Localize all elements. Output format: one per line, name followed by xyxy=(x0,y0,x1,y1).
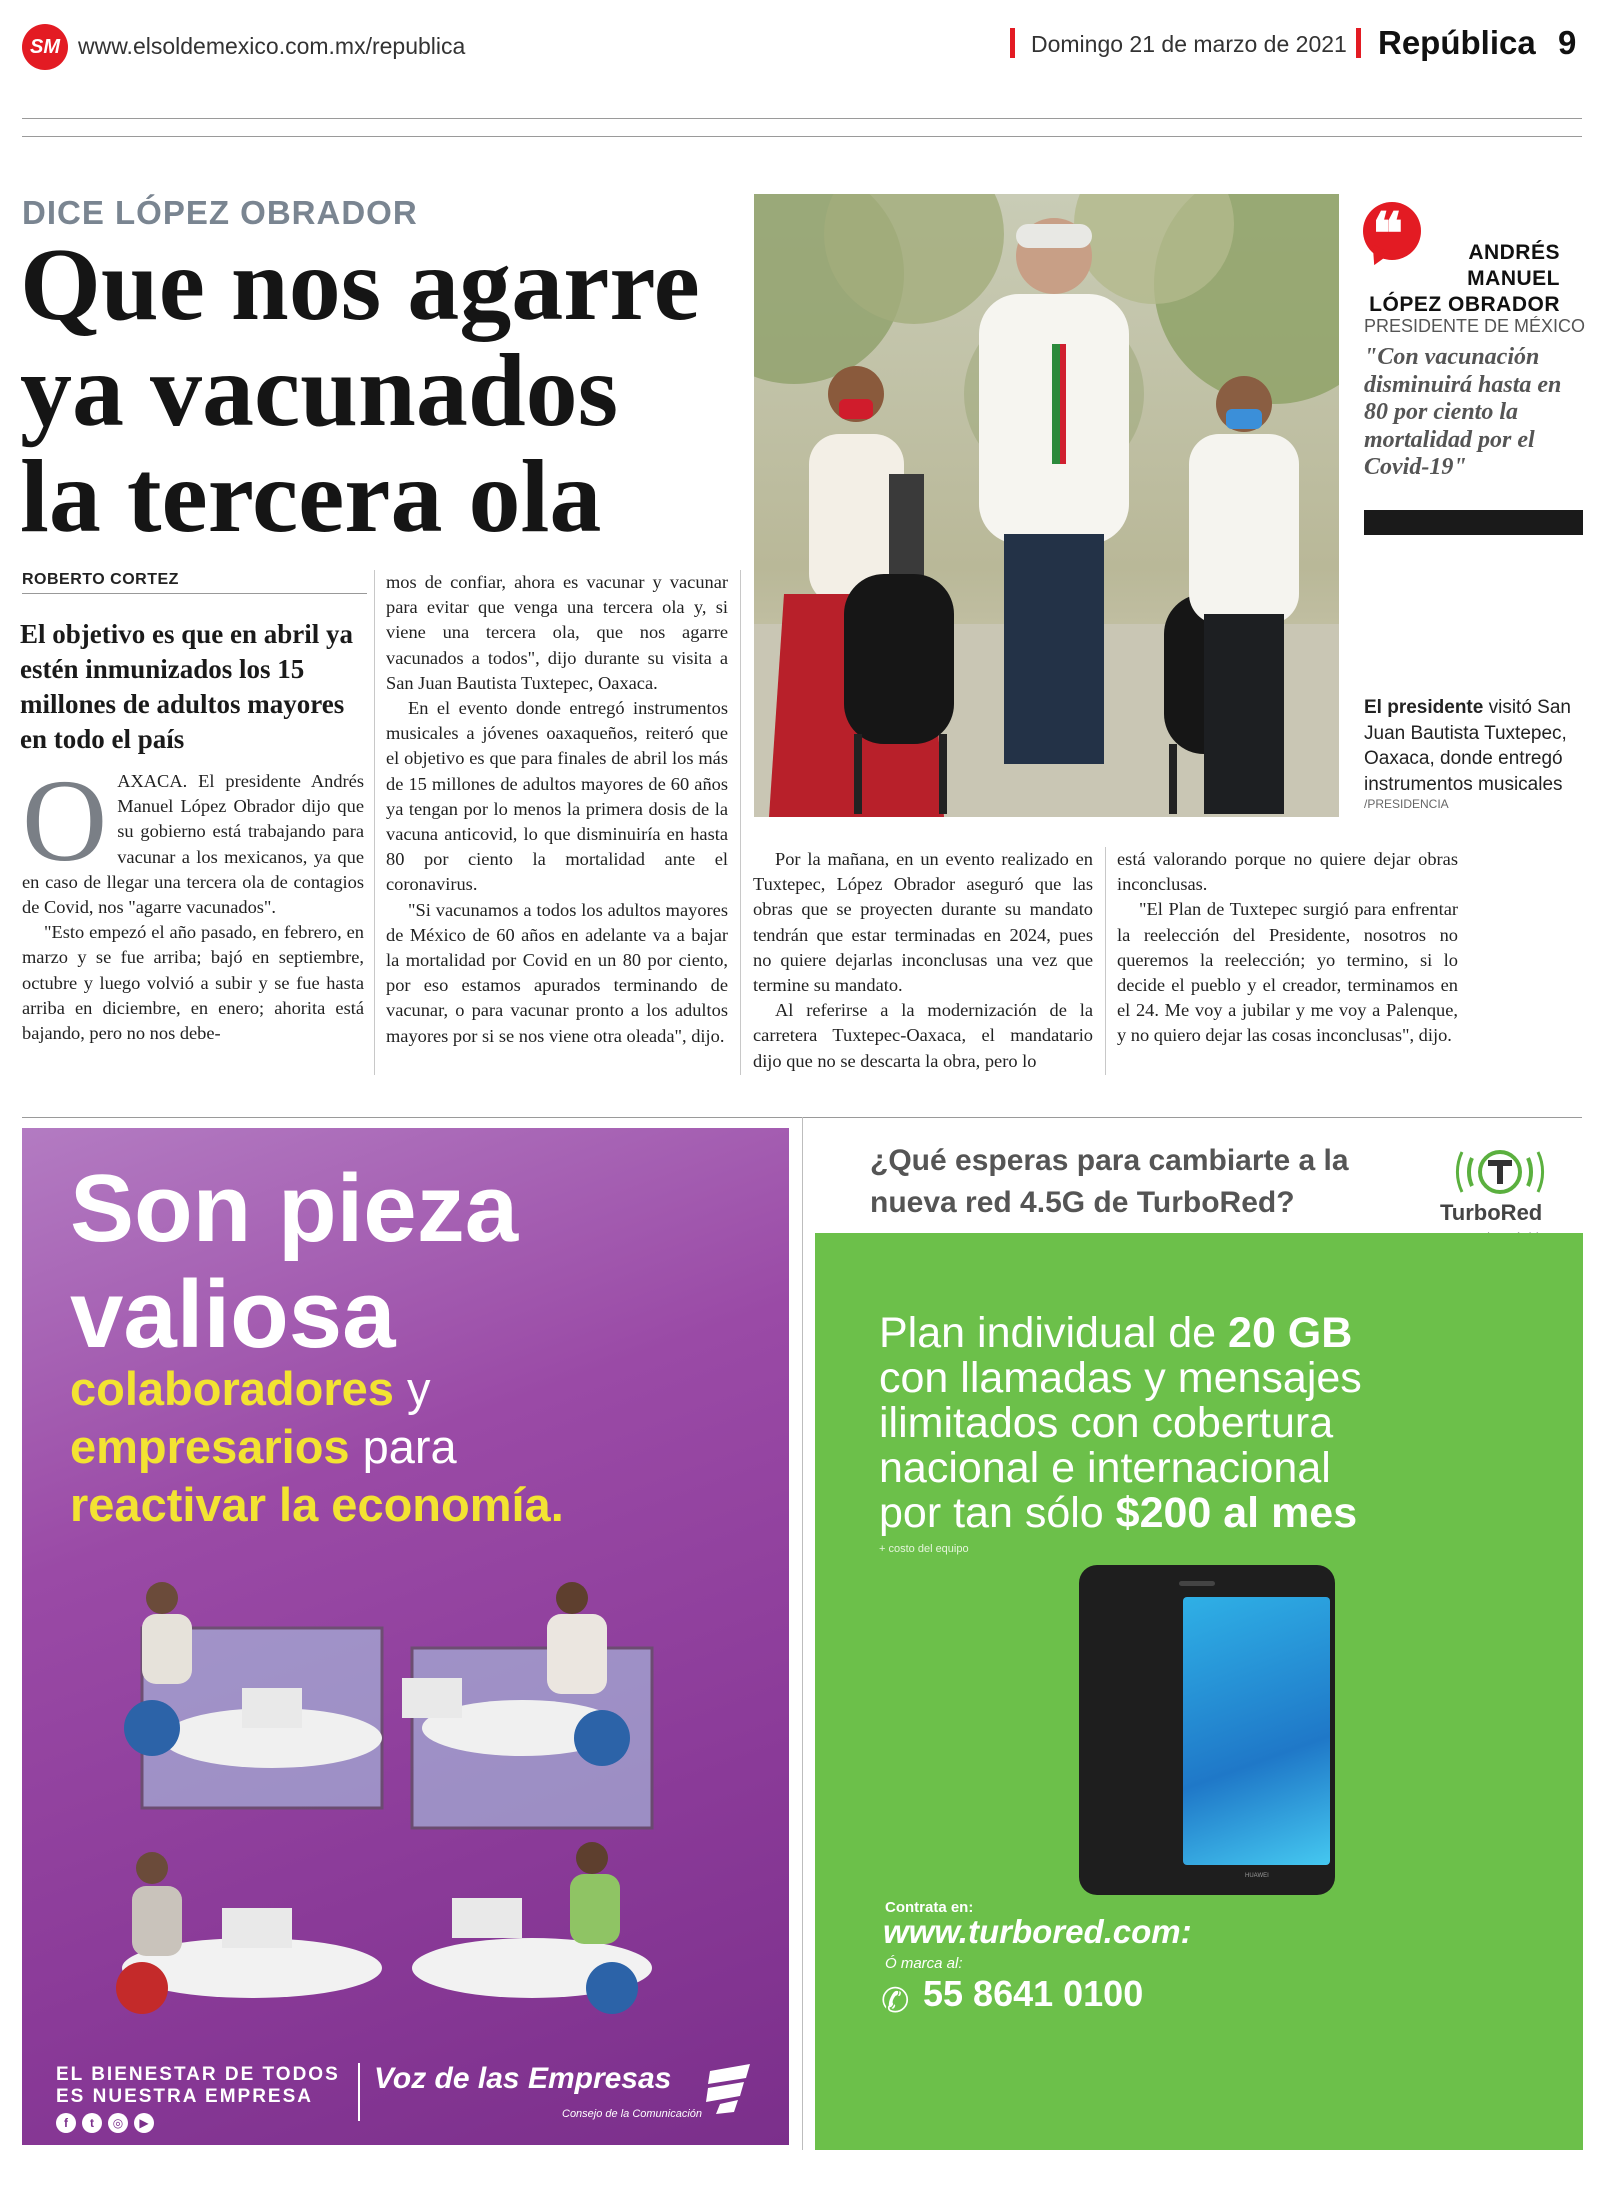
column-rule xyxy=(1105,847,1106,1075)
ad-highlight: reactivar la economía. xyxy=(70,1478,564,1531)
byline: ROBERTO CORTEZ xyxy=(22,571,179,588)
article-column-3 xyxy=(753,847,1093,1074)
quote-marks-icon: ❝ xyxy=(1372,202,1404,267)
turbored-url[interactable]: www.turbored.com: xyxy=(883,1913,1192,1950)
ad-headline xyxy=(70,1156,518,1368)
headline-line: ya vacunados xyxy=(20,333,619,448)
speaker-name-line: ANDRÉS xyxy=(1468,241,1560,264)
speaker-name-line: MANUEL xyxy=(1467,267,1560,290)
caption-lead: El presidente xyxy=(1364,697,1484,718)
caption-text: visitó San Juan Bautista Tuxtepec, Oaxaca, donde entregó instrumentos musicales xyxy=(1364,697,1571,795)
question-line: ¿Qué esperas para cambiarte a la xyxy=(870,1144,1349,1177)
smartphone-image xyxy=(1079,1565,1335,1895)
phone-speaker xyxy=(1179,1581,1215,1586)
byline-rule xyxy=(22,593,367,594)
consejo-logo-icon xyxy=(700,2056,760,2116)
plan-text: nacional e internacional xyxy=(879,1444,1331,1492)
newspaper-logo: SM xyxy=(22,24,68,70)
article-column-4 xyxy=(1117,847,1458,1049)
plan-text: ilimitados con cobertura xyxy=(879,1399,1334,1447)
ad-subheadline xyxy=(70,1360,564,1534)
quote-bar xyxy=(1364,510,1583,535)
plan-text: con llamadas y mensajes xyxy=(879,1354,1362,1402)
marca-label: Ó marca al: xyxy=(885,1955,963,1972)
facebook-icon[interactable]: f xyxy=(56,2113,76,2133)
plan-price: $200 al mes xyxy=(1115,1489,1358,1537)
article-paragraph: En el evento donde entregó instrumentos musicales a jóvenes oaxaqueños, reiteró que el objetivo es que para finales de abril los más de 15 millones de adultos mayores de 60 años ya tengan por lo menos la primera dosis de la vacuna anticovid, lo que disminuiría en hasta 80 por ciento la mortalidad ante el coronavirus. xyxy=(386,698,728,895)
article-paragraph: Por la mañana, en un evento realizado en Tuxtepec, López Obrador aseguró que las obras que se proyecten durante su mandato tendrán que estar terminadas en 2024, pues no quiere dejarlas inconclusas una vez que termine su mandato. xyxy=(753,849,1093,996)
column-rule xyxy=(374,570,375,1075)
page-number: 9 xyxy=(1558,24,1577,61)
ad-turbored[interactable] xyxy=(815,1233,1583,2150)
instagram-icon[interactable]: ◎ xyxy=(108,2113,128,2133)
section-name: República xyxy=(1378,24,1536,61)
turbored-logo-icon xyxy=(1450,1140,1550,1200)
article-paragraph: "Si vacunamos a todos los adultos mayores de México de 60 años en adelante va a bajar la mortalidad por Covid en un 80 por ciento, por eso estamos apurados terminando de vacunar, o para vacunar pronto a los adultos mayores por si se nos viene otra oleada", dijo. xyxy=(386,899,728,1046)
ad-highlight: empresarios xyxy=(70,1420,350,1473)
ad-voz-empresas[interactable] xyxy=(22,1128,789,2145)
plan-footnote: + costo del equipo xyxy=(879,1543,969,1555)
header-rule xyxy=(22,136,1582,137)
quote-text: "Con vacunación disminuirá hasta en 80 por ciento la mortalidad por el Covid-19" xyxy=(1364,344,1562,480)
header-divider xyxy=(1356,28,1361,58)
contrata-label: Contrata en: xyxy=(885,1899,974,1916)
header-divider xyxy=(1010,28,1015,58)
ad-tagline xyxy=(56,2064,340,2108)
article-column-1 xyxy=(22,755,364,1046)
article-subhead: El objetivo es que en abril ya estén inmunizados los 15 millones de adultos mayores en todo el país xyxy=(20,619,354,754)
article-paragraph: "El Plan de Tuxtepec surgió para enfrentar la reelección del Presidente, nosotros no queremos la reelección; yo termino, si lo decide el pueblo y el creador, terminamos en el 24. Me voy a jubilar y me voy a Palenque, y no quiero dejar las cosas inconclusas", dijo. xyxy=(1117,899,1458,1046)
drop-cap: O xyxy=(22,755,108,886)
event-photo-illustration xyxy=(754,194,1339,817)
ad-headline-line: Son pieza xyxy=(70,1155,519,1262)
ad-headline-line: valiosa xyxy=(70,1261,396,1368)
photo-caption xyxy=(1364,695,1586,797)
article-photo xyxy=(754,194,1339,817)
ad-text: y xyxy=(393,1362,431,1415)
ad-separator xyxy=(358,2063,360,2121)
twitter-icon[interactable]: t xyxy=(82,2113,102,2133)
ad-tagline-line: EL BIENESTAR DE TODOS xyxy=(56,2064,340,2085)
office-workers-illustration xyxy=(102,1568,722,2038)
quote-speaker-role: PRESIDENTE DE MÉXICO xyxy=(1364,316,1586,336)
phone-screen xyxy=(1183,1597,1330,1865)
plan-highlight: 20 GB xyxy=(1228,1309,1353,1357)
youtube-icon[interactable]: ▶ xyxy=(134,2113,154,2133)
ad-brand-sub: Consejo de la Comunicación xyxy=(562,2108,703,2120)
photo-credit: /PRESIDENCIA xyxy=(1364,797,1449,811)
article-paragraph: mos de confiar, ahora es vacunar y vacunar para evitar que venga una tercera ola y, si viene una tercera ola, que nos agarre vacunados a todos", dijo durante su visita a San Juan Bautista Tuxtepec, Oaxaca. xyxy=(386,572,728,693)
phone-brand-bottom: HUAWEI xyxy=(1245,1873,1269,1879)
quote-speaker-name xyxy=(1364,240,1560,318)
article-paragraph: está valorando porque no quiere dejar obras inconclusas. xyxy=(1117,849,1458,895)
phone-icon: ✆ xyxy=(881,1982,910,2020)
question-line: nueva red 4.5G de TurboRed? xyxy=(870,1186,1295,1219)
article-paragraph: "Esto empezó el año pasado, en febrero, en marzo y se fue arriba; bajó en septiembre, octubre y luego volvió a subir y se fue hasta arriba en diciembre, en enero; ahorita está bajando, pero no nos debe- xyxy=(22,922,364,1044)
speaker-name-line: LÓPEZ OBRADOR xyxy=(1369,293,1560,316)
header-rule xyxy=(22,118,1582,119)
turbored-plan-text xyxy=(879,1311,1362,1536)
column-rule xyxy=(740,570,741,1075)
issue-date: Domingo 21 de marzo de 2021 xyxy=(1031,31,1347,57)
ad-tagline-line: ES NUESTRA EMPRESA xyxy=(56,2086,313,2107)
plan-text: por tan sólo xyxy=(879,1489,1116,1537)
headline-line: la tercera ola xyxy=(20,439,602,554)
article-kicker: DICE LÓPEZ OBRADOR xyxy=(22,194,418,231)
article-headline xyxy=(20,227,740,554)
ad-divider xyxy=(802,1117,803,2150)
plan-text: Plan individual de xyxy=(879,1309,1229,1357)
ad-brand: Voz de las Empresas xyxy=(374,2062,672,2095)
site-url[interactable]: www.elsoldemexico.com.mx/republica xyxy=(78,33,466,59)
turbored-brand: TurboRed xyxy=(1440,1200,1543,1225)
ad-text: para xyxy=(349,1420,457,1473)
article-paragraph: AXACA. El presidente Andrés Manuel López Obrador dijo que su gobierno está trabajando para vacunar a los mexicanos, ya que en caso de llegar una tercera ola de contagios de Covid, nos "agarre vacunados". xyxy=(22,771,364,918)
article-paragraph: Al referirse a la modernización de la carretera Tuxtepec-Oaxaca, el mandatario dijo que no se descarta la obra, pero lo xyxy=(753,1000,1093,1071)
turbored-question xyxy=(870,1140,1349,1224)
article-column-2 xyxy=(386,570,728,1049)
ad-highlight: colaboradores xyxy=(70,1362,394,1415)
headline-line: Que nos agarre xyxy=(20,227,700,342)
turbored-phone-number[interactable]: 55 8641 0100 xyxy=(923,1973,1144,2014)
